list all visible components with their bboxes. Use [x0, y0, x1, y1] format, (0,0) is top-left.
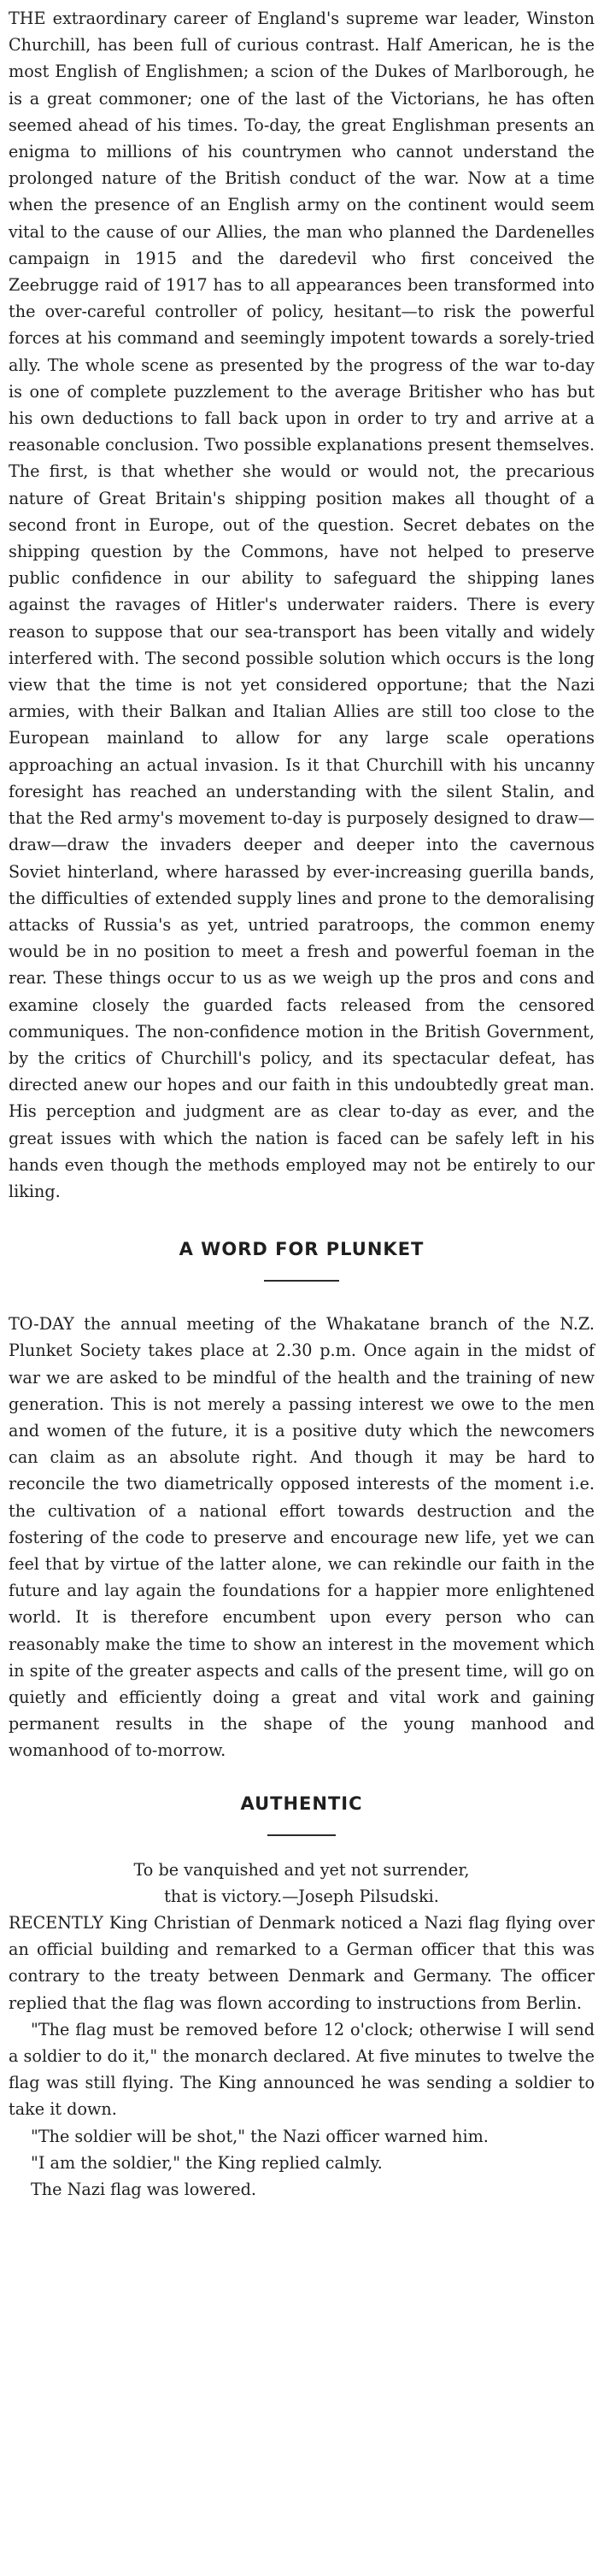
plunket-editorial: TO-DAY the annual meeting of the Whakatane branch of the N.Z. Plunket Society takes place at 2.30 p.m. Once again in the midst of war we are asked to be mindful of the health and the training of new generation. This is not merely a passing interest we owe to the men and women of the future, it is a positive duty which the newcomers can claim as an absolute right. And though it may be hard to reconcile the two diametrically opposed interests of the moment i.e. the cultivation of a national effort towards destruction and the fostering of the code to preserve and encourage new life, yet we can feel that by virtue of the latter alone, we can rekindle our faith in the future and lay again the foundations for a happier more enlightened world. It is therefore encumbent upon every person who can reasonably make the time to show an interest in the movement which in spite of the greater aspects and calls of the present time, will go on quietly and efficiently doing a great and vital work and gaining permanent results in the shape of the young manhood and womanhood of to-morrow. [9, 1314, 595, 1761]
anecdote-paragraph: RECENTLY King Christian of Denmark noticed a Nazi flag flying over an official building and remarked to a German officer that this was contrary to the treaty between Denmark and Germany. The officer replied that the flag was flown according to instructions from Berlin. [9, 1913, 595, 2013]
pilsudski-quote-attribution: that is victory.—Joseph Pilsudski. [164, 1886, 439, 1906]
pilsudski-quote-line: To be vanquished and yet not surrender, [133, 1859, 470, 1880]
plunket-heading: A WORD FOR PLUNKET [179, 1239, 425, 1260]
anecdote-paragraph: The Nazi flag was lowered. [31, 2180, 256, 2200]
authentic-heading: AUTHENTIC [240, 1793, 363, 1814]
anecdote-paragraph: "The soldier will be shot," the Nazi officer warned him. [31, 2126, 489, 2146]
churchill-editorial: THE extraordinary career of England's supreme war leader, Winston Churchill, has been full of curious contrast. Half American, he is the most English of Englishmen; a scion of the Dukes of Marlborough, he is a great commoner; one of the last of the Victorians, he has often seemed ahead of his times. To-day, the great Englishman presents an enigma to millions of his countrymen who cannot understand the prolonged nature of the British conduct of the war. Now at a time when the presence of an English army on the continent would seem vital to the cause of our Allies, the man who planned the Dardenelles campaign in 1915 and the daredevil who first conceived the Zeebrugge raid of 1917 has to all appearances been transformed into the over-careful controller of policy, hesitant—to risk the powerful forces at his command and seemingly impotent towards a sorely-tried ally. The whole scene as presented by the progress of the war to-day is one of complete puzzlement to the average Britisher who has but his own deductions to fall back upon in order to try and arrive at a reasonable conclusion. Two possible explanations present themselves. The first, is that whether she would or would not, the precarious nature of Great Britain's shipping position makes all thought of a second front in Europe, out of the question. Secret debates on the shipping question by the Commons, have not helped to preserve public confidence in our ability to safeguard the shipping lanes against the ravages of Hitler's underwater raiders. There is every reason to suppose that our sea-transport has been vitally and widely interfered with. The second possible solution which occurs is the long view that the time is not yet considered opportune; that the Nazi armies, with their Balkan and Italian Allies are still too close to the European mainland to allow for any large scale operations approaching an actual invasion. Is it that Churchill with his uncanny foresight has reached an understanding with the silent Stalin, and that the Red army's movement to-day is purposely designed to draw—draw—draw the invaders deeper and deeper into the cavernous Soviet hinterland, where harassed by ever-increasing guerilla bands, the difficulties of extended supply lines and prone to the demoralising attacks of Russia's as yet, untried paratroops, the common enemy would be in no position to meet a fresh and powerful foeman in the rear. These things occur to us as we weigh up the pros and cons and examine closely the guarded facts released from the censored communiques. The non-confidence motion in the British Government, by the critics of Churchill's policy, and its spectacular defeat, has directed anew our hopes and our faith in this undoubtedly great man. His perception and judgment are as clear to-day as ever, and the great issues with which the nation is faced can be safely left in his hands even though the methods employed may not be entirely to our liking. [9, 9, 595, 1201]
anecdote-paragraph: "I am the soldier," the King replied calmly. [31, 2152, 383, 2173]
anecdote-paragraph: "The flag must be removed before 12 o'clock; otherwise I will send a soldier to do it," the monarch declared. At five minutes to twelve the flag was still flying. The King announced he was sending a soldier to take it down. [9, 2019, 595, 2120]
